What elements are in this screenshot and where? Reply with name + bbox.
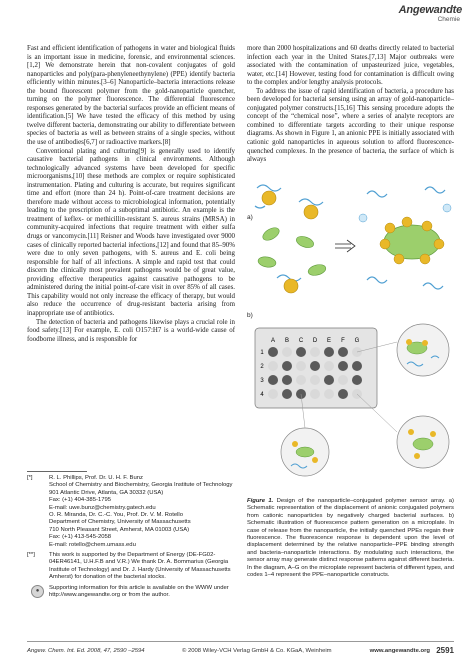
logo-sub-text: Chemie	[437, 16, 460, 23]
nanoparticle-complex-icon	[277, 275, 301, 293]
plate-column-label: A	[270, 338, 276, 344]
footnotes	[27, 475, 235, 600]
plate-column-label: E	[326, 338, 332, 344]
right-text-column	[247, 45, 454, 165]
figure-graphic	[247, 182, 454, 492]
supporting-info-icon: ●	[31, 585, 44, 598]
footnote-mark: [*]	[27, 475, 33, 481]
nanoparticle-complex-icon	[255, 185, 281, 208]
reaction-arrow-icon	[335, 240, 355, 252]
paragraph: To address the issue of rapid identification of bacteria, a procedure has been developed for bacterial sensing using an array of gold-nanoparticle–conjugated polymer constructs.[15,16] This sensing procedure adopts the concept of the “chemical nose”, where a series of analyte receptors are combined to differentiate targets according to their unique response diagrams. As shown in Figure 1, an anionic PPE is initially associated with cationic gold nanoparticles in aqueous solution to afford fluorescence-quenched complexes. In the presence of bacteria, the surface of which is always	[247, 87, 454, 164]
plate-row-label: 4	[260, 392, 264, 398]
caption-title: Figure 1.	[247, 498, 274, 504]
plate-row-label: 2	[260, 364, 264, 370]
caption-text: Design of the nanoparticle–conjugated polymer sensor array. a) Schematic representation of the displacement of anionic conjugated polymers from cationic nanoparticles by negatively charged bacterial surfaces. b) Schematic illustration of fluorescence pattern generation on a microplate. In case of release from the nanoparticle, the initially quenched PPEs regain their fluorescence. The fluorescence response is dependent upon the level of displacement determined by the relative nanoparticle–PPE binding strength and bacteria–nanoparticle interactions. By modulating such interactions, the sensor array may generate distinct response patterns against different bacteria. In the diagram, A–G on the microplate represent bacteria of different types, and codes 1–4 represent the PPE–nanoparticle constructs.	[247, 498, 454, 579]
logo-main-text: Angewandte	[398, 4, 462, 16]
paragraph: Fast and efficient identification of pathogens in water and biological fluids is an important issue in medicine, forensic, and environmental sciences.[1,2] We demonstrate herein that non-covalent conjugates of gold nanoparticles and poly(para-phenyleneethynylene) (PPE) identify bacteria efficiently within minutes.[3–6] Nanoparticle–bacteria interactions release the bound fluorescent polymer from the gold-nanoparticle quencher, turning on the polymer fluorescence. The differential fluorescence responses generated by the bacterial surfaces provide an efficient means of identification.[5] We have tested the efficacy of this method by using twelve different bacteria, demonstrating our ability to differentiate between species of bacteria as well as between strains of a single species, without the use of antibodies[6,7] or radioactive markers.[8]	[27, 45, 235, 147]
plate-column-label: C	[298, 338, 304, 344]
paragraph: Conventional plating and culturing[9] is generally used to identify causative bacterial pathogens in clinical environments. Although technologically advanced systems have been developed for specific microorganisms,[10] these methods are complex or require sophisticated instrumentation. Plating and culturing is accurate, but requires significant time and effort (more than 24 h). Point-of-care treatment decisions are therefore made without access to microbiological information, potentially leading to the prescription of a suboptimal antibiotic. An example is the treatment of keflex- or methicillin-resistant S. aureus strains (MRSA) in community-acquired infections that require treatment with either sulfa drugs or vancomycin.[11] Reisner and Woods have investigated over 9000 cases of clinically reported bacterial infections,[12] and found that 85–90% were due to only seven pathogens, with S. aureus and E. coli being responsible for half of all infections. A simple and rapid test that could discern the clinically most prevalent pathogens would be of great value, providing effective therapeutics against causative pathogens to be administered during the initial point-of-care visit in over 85% of all cases. This capability would not only increase the efficacy of therapy, but would also reduce the occurrence of drug-resistant bacteria arising from inappropriate use of antibiotics.	[27, 147, 235, 317]
bacteria-icon	[257, 225, 327, 277]
plate-column-label: D	[312, 338, 318, 344]
footer-divider	[27, 641, 454, 642]
journal-logo[interactable]	[399, 4, 462, 23]
bacterium-with-nanoparticles-icon	[380, 217, 444, 264]
acknowledgement	[27, 552, 235, 582]
panel-b-label: b)	[247, 312, 253, 319]
page-footer	[27, 646, 454, 656]
affiliation-line: R. L. Phillips, Prof. Dr. U. H. F. Bunz	[49, 475, 143, 481]
journal-url-link[interactable]: www.angewandte.org	[369, 648, 430, 654]
plate-column-label: B	[284, 338, 290, 344]
email-link[interactable]: E-mail: rotello@chem.umass.edu	[49, 541, 136, 548]
citation: Angew. Chem. Int. Ed. 2008, 47, 2590 –2594	[27, 648, 145, 654]
affiliation-line: Fax: (+1) 404-385-1795	[49, 497, 112, 504]
affiliation-line: Fax: (+1) 413-545-2058	[49, 534, 112, 541]
plate-row-label: 3	[260, 378, 264, 384]
left-text-column	[27, 45, 235, 344]
paragraph: The detection of bacteria and pathogens likewise plays a crucial role in food safety.[13] For example, E. coli O157:H7 is a world-wide cause of foodborne illness, and is responsible for	[27, 318, 235, 343]
supporting-info-text[interactable]: Supporting information for this article is available on the WWW under http://www.angewandte.org or from the author.	[49, 584, 229, 599]
figure-caption	[247, 498, 454, 579]
email-link[interactable]: E-mail: uwe.bunz@chemistry.gatech.edu	[49, 504, 156, 511]
supporting-information	[27, 585, 235, 600]
affiliation-line: 901 Atlantic Drive, Atlanta, GA 30332 (USA)	[49, 489, 164, 496]
paragraph: more than 2000 hospitalizations and 60 deaths directly related to bacterial infection each year in the United States.[7,13] Major outbreaks were associated with the contamination of unpasteurized juice, vegetables, water, etc.[14] However, testing food for contamination is difficult owing to the complex and/or lengthy analysis protocols.	[247, 45, 454, 87]
acknowledgement-text: This work is supported by the Department of Energy (DE-FG02-04ER46141, U.H.F.B and V.R.) We thank Dr. A. Bommarius (Georgia Institute of Technology) and Dr. J. Hardy (University of Massachusetts Amherst) for donation of the bacterial stocks.	[49, 552, 231, 581]
figure-1	[247, 182, 454, 492]
affiliation-line: 710 North Pleasant Street, Amherst, MA 01003 (USA)	[49, 526, 190, 533]
footnote-divider	[27, 471, 87, 472]
page-number: 2591	[436, 646, 454, 655]
plate-row-label: 1	[260, 350, 264, 356]
nanoparticle-complex-icon	[299, 199, 323, 219]
footnote-mark: [**]	[27, 552, 35, 559]
plate-column-label: G	[354, 338, 360, 344]
affiliation-line: O. R. Miranda, Dr. C.-C. You, Prof. Dr. V. M. Rotello	[49, 512, 184, 519]
affiliation-line: School of Chemistry and Biochemistry, Georgia Institute of Technology	[49, 482, 233, 489]
copyright: © 2008 Wiley-VCH Verlag GmbH & Co. KGaA, Weinheim	[182, 648, 332, 654]
panel-a-label: a)	[247, 214, 253, 221]
affiliation-line: Department of Chemistry, University of Massachusetts	[49, 519, 191, 526]
author-affiliations	[27, 475, 235, 549]
plate-column-label: F	[341, 338, 345, 344]
